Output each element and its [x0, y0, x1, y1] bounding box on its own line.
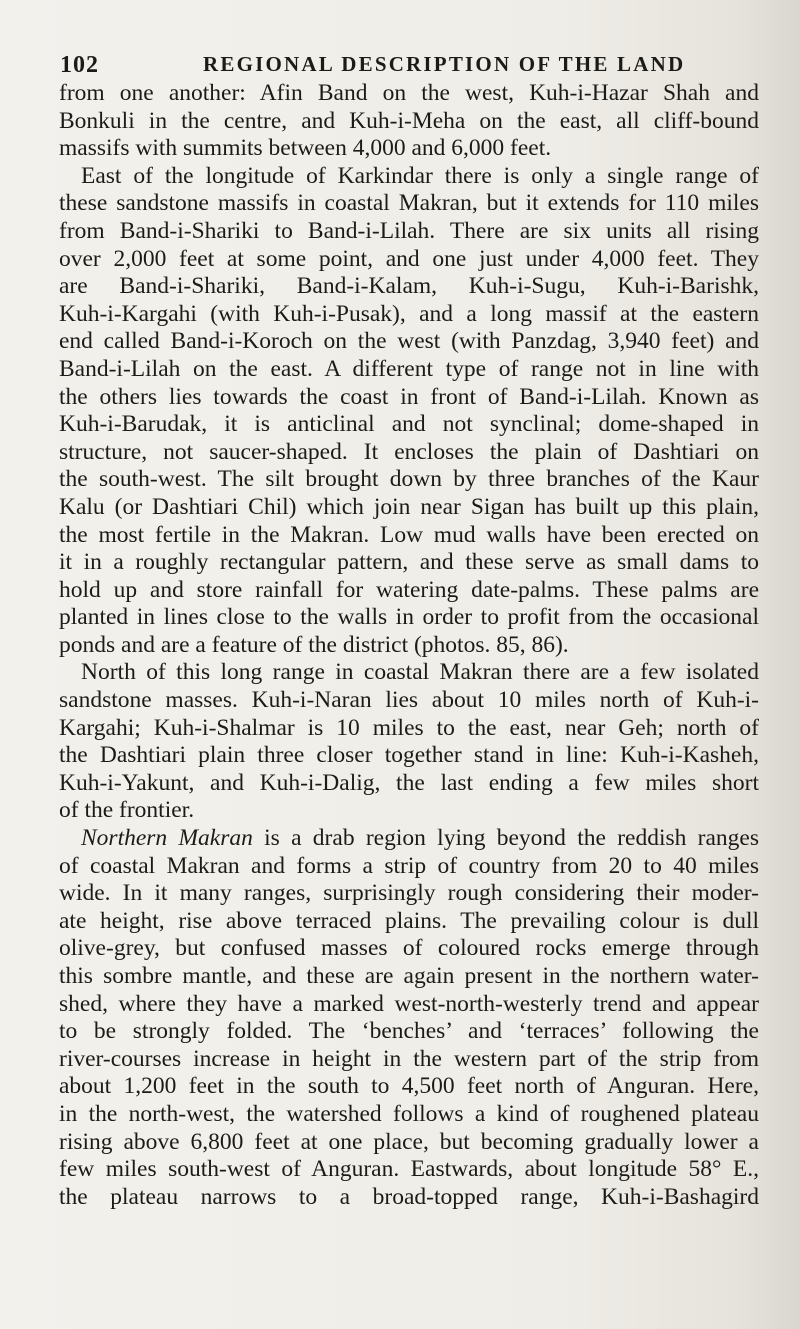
text-line: the Dashtiari plain three closer together stand in line: Kuh-i-Kasheh,: [59, 742, 759, 769]
text-line: ponds and are a feature of the district (photos. 85, 86).: [59, 631, 569, 658]
text-line: about 1,200 feet in the south to 4,500 feet north of Anguran. Here,: [59, 1073, 759, 1100]
text-line: rising above 6,800 feet at one place, but becoming gradually lower a: [59, 1128, 759, 1155]
text-line: Kargahi; Kuh-i-Shalmar is 10 miles to the east, near Geh; north of: [59, 714, 759, 741]
section-heading: Northern Makran: [81, 825, 253, 852]
text-line: North of this long range in coastal Makran there are a few isolated: [81, 659, 759, 686]
text-line: of the frontier.: [59, 797, 195, 824]
text-line: shed, where they have a marked west-north-westerly trend and appear: [59, 990, 759, 1017]
text-line: the south-west. The silt brought down by three branches of the Kaur: [59, 466, 759, 493]
text-line: over 2,000 feet at some point, and one just under 4,000 feet. They: [59, 245, 759, 272]
text-line: it in a roughly rectangular pattern, and these serve as small dams to: [59, 549, 759, 576]
text-line: Kuh-i-Barudak, it is anticlinal and not synclinal; dome-shaped in: [59, 411, 759, 438]
text-line: Kalu (or Dashtiari Chil) which join near Sigan has built up this plain,: [59, 493, 759, 520]
page-number: 102: [60, 52, 99, 78]
text-line: hold up and store rainfall for watering date-palms. These palms are: [59, 576, 759, 603]
text-line: this sombre mantle, and these are again present in the northern water-: [59, 963, 759, 989]
text-line: structure, not saucer-shaped. It encloses the plain of Dashtiari on: [59, 438, 759, 465]
text-line: olive-grey, but confused masses of coloured rocks emerge through: [59, 935, 759, 962]
text-line: the others lies towards the coast in front of Band-i-Lilah. Known as: [59, 383, 759, 410]
text-line: [59, 825, 759, 853]
text-line: from Band-i-Shariki to Band-i-Lilah. There are six units all rising: [59, 217, 759, 244]
text-line: from one another: Afin Band on the west, Kuh-i-Hazar Shah and: [59, 80, 759, 106]
text-line: these sandstone massifs in coastal Makran, but it extends for 110 miles: [59, 190, 759, 217]
text-line: East of the longitude of Karkindar there is only a single range of: [81, 162, 759, 189]
page-header: [60, 52, 760, 82]
text-line: the most fertile in the Makran. Low mud walls have been erected on: [59, 521, 759, 548]
text-line: Kuh-i-Yakunt, and Kuh-i-Dalig, the last ending a few miles short: [59, 769, 759, 796]
text-line: few miles south-west of Anguran. Eastwards, about longitude 58° E.,: [59, 1156, 759, 1183]
text-line: in the north-west, the watershed follows a kind of roughened plateau: [59, 1100, 759, 1127]
text-line: river-courses increase in height in the western part of the strip from: [59, 1045, 759, 1072]
text-line: are Band-i-Shariki, Band-i-Kalam, Kuh-i-Sugu, Kuh-i-Barishk,: [59, 273, 759, 300]
text-line: sandstone masses. Kuh-i-Naran lies about 10 miles north of Kuh-i-: [59, 687, 759, 714]
text-line: Bonkuli in the centre, and Kuh-i-Meha on the east, all cliff-bound: [59, 107, 759, 134]
text-line: massifs with summits between 4,000 and 6,000 feet.: [59, 135, 552, 162]
text-line: Kuh-i-Kargahi (with Kuh-i-Pusak), and a long massif at the eastern: [59, 300, 759, 327]
text-line: to be strongly folded. The ‘benches’ and ‘terraces’ following the: [59, 1018, 759, 1045]
text-line: wide. In it many ranges, surprisingly rough considering their moder-: [59, 880, 759, 907]
text-line: planted in lines close to the walls in order to profit from the occasional: [59, 604, 759, 631]
text-line: end called Band-i-Koroch on the west (with Panzdag, 3,940 feet) and: [59, 328, 759, 355]
text-line: ate height, rise above terraced plains. The prevailing colour is dull: [59, 907, 759, 934]
text-line: of coastal Makran and forms a strip of country from 20 to 40 miles: [59, 852, 759, 879]
text-run: is a drab region lying beyond the reddish ranges: [252, 825, 759, 852]
running-head: REGIONAL DESCRIPTION OF THE LAND: [203, 52, 686, 76]
body-text: [59, 80, 759, 1211]
text-line: Band-i-Lilah on the east. A different type of range not in line with: [59, 355, 759, 382]
text-line: the plateau narrows to a broad-topped range, Kuh-i-Bashagird: [59, 1183, 759, 1210]
